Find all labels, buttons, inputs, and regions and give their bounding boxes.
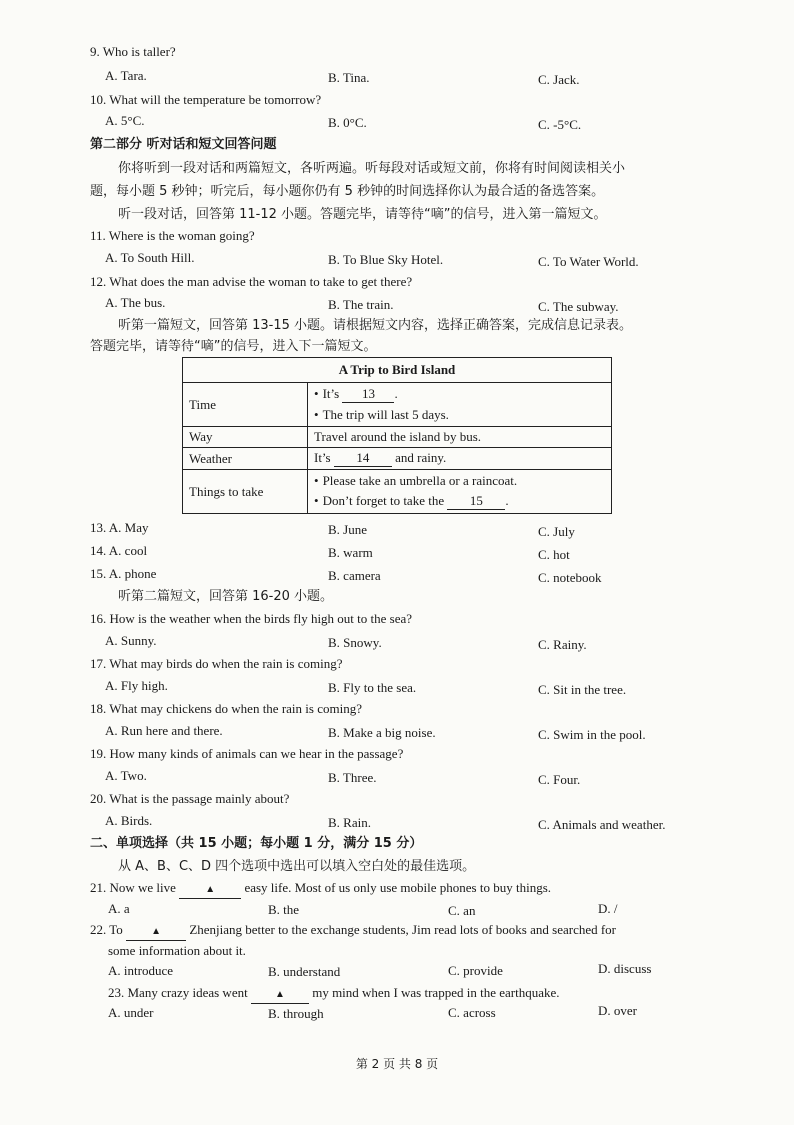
weather-text-b: and rainy. [395,450,447,465]
blank-14: 14 [334,450,392,467]
q9-option-b: B. Tina. [328,70,370,85]
q12-option-a: A. The bus. [105,295,166,310]
table-title: A Trip to Bird Island [183,358,612,383]
triangle-marker-icon: ▲ [275,989,285,1000]
question-11-stem: 11. Where is the woman going? [90,228,255,243]
way-value: Travel around the island by bus. [308,427,612,448]
section2-heading: 二、单项选择（共 15 小题；每小题 1 分，满分 15 分） [90,836,423,851]
triangle-marker-icon: ▲ [151,926,162,937]
weather-text-a: It’s [314,450,331,465]
info-record-table [182,357,612,514]
q22-option-a: A. introduce [108,963,173,978]
q22-blank [126,922,186,941]
q21-option-c: C. an [448,903,476,918]
things-line2: • Don’t forget to take the 15 . [314,493,509,508]
way-label: Way [183,427,308,448]
q19-option-c: C. Four. [538,772,581,787]
time-label: Time [183,383,308,427]
q10-option-a: A. 5°C. [105,113,145,128]
question-19-stem: 19. How many kinds of animals can we hear in the passage? [90,746,404,761]
things-text: Don’t forget to take the [322,493,445,508]
q14-option-b: B. warm [328,545,373,560]
question-22-stem-line2: some information about it. [108,943,246,958]
q15-option-b: B. camera [328,568,381,583]
q16-option-a: A. Sunny. [105,633,157,648]
q20-option-b: B. Rain. [328,815,371,830]
things-line1: • Please take an umbrella or a raincoat. [314,473,517,488]
q22-option-b: B. understand [268,964,341,979]
question-22-stem [90,922,616,941]
q11-option-a: A. To South Hill. [105,250,195,265]
q20-option-c: C. Animals and weather. [538,817,666,832]
q12-option-b: B. The train. [328,297,394,312]
q23-pre: 23. Many crazy ideas went [108,985,248,1000]
q21-post: easy life. Most of us only use mobile phones to buy things. [244,880,551,895]
question-16-stem: 16. How is the weather when the birds fly high out to the sea? [90,611,413,626]
blank-13: 13 [342,386,394,403]
question-17-stem: 17. What may birds do when the rain is coming? [90,656,343,671]
time-line2: • The trip will last 5 days. [314,407,449,422]
q18-option-a: A. Run here and there. [105,723,223,738]
q13-option-b: B. June [328,522,367,537]
q9-option-a: A. Tara. [105,68,147,83]
part2-instr-line2: 题，每小题 5 秒钟；听完后，每小题你仍有 5 秒钟的时间选择你认为最合适的备选答案。 [90,184,605,199]
question-18-stem: 18. What may chickens do when the rain is coming? [90,701,362,716]
q15-option-a: 15. A. phone [90,566,157,581]
q10-option-b: B. 0°C. [328,115,367,130]
q21-option-a: A. a [108,901,130,916]
question-20-stem: 20. What is the passage mainly about? [90,791,290,806]
q23-option-c: C. across [448,1005,496,1020]
triangle-marker-icon: ▲ [205,884,216,895]
time-line1: • It’s 13 . [314,386,398,401]
q21-option-b: B. the [268,902,300,917]
things-label: Things to take [183,470,308,514]
q13-option-c: C. July [538,524,575,539]
q20-option-a: A. Birds. [105,813,153,828]
q9-option-c: C. Jack. [538,72,580,87]
q22-post: Zhenjiang better to the exchange students, Jim read lots of books and searched for [189,922,617,937]
q23-option-a: A. under [108,1005,154,1020]
part2-heading: 第二部分 听对话和短文回答问题 [90,137,277,152]
q16-option-b: B. Snowy. [328,635,382,650]
q22-option-d: D. discuss [598,961,652,976]
q14-option-c: C. hot [538,547,570,562]
question-23-stem [108,985,560,1004]
weather-label: Weather [183,448,308,470]
q22-pre: 22. To [90,922,123,937]
q19-option-b: B. Three. [328,770,377,785]
section2-instr: 从 A、B、C、D 四个选项中选出可以填入空白处的最佳选项。 [118,859,476,874]
q17-option-a: A. Fly high. [105,678,168,693]
q21-option-d: D. / [598,901,618,916]
passage1-instr-line2: 答题完毕，请等待“嘀”的信号，进入下一篇短文。 [90,339,377,354]
q17-option-c: C. Sit in the tree. [538,682,627,697]
q23-blank [251,985,309,1004]
time-text: It’s [322,386,340,401]
question-10-stem: 10. What will the temperature be tomorrow? [90,92,322,107]
q11-option-c: C. To Water World. [538,254,639,269]
passage1-instr-line1: 听第一篇短文，回答第 13-15 小题。请根据短文内容，选择正确答案，完成信息记录表。 [118,318,633,333]
q10-option-c: C. -5°C. [538,117,582,132]
question-12-stem: 12. What does the man advise the woman to take to get there? [90,274,413,289]
q19-option-a: A. Two. [105,768,147,783]
q18-option-c: C. Swim in the pool. [538,727,646,742]
q11-option-b: B. To Blue Sky Hotel. [328,252,444,267]
page-number-footer: 第 2 页 共 8 页 [355,1057,439,1071]
q16-option-c: C. Rainy. [538,637,587,652]
question-21-stem [90,880,551,899]
question-9-stem: 9. Who is taller? [90,44,176,59]
part2-instr-line1: 你将听到一段对话和两篇短文，各听两遍。听每段对话或短文前，你将有时间阅读相关小 [118,161,626,176]
q13-option-a: 13. A. May [90,520,149,535]
q12-option-c: C. The subway. [538,299,619,314]
q23-post: my mind when I was trapped in the earthquake. [312,985,560,1000]
q15-option-c: C. notebook [538,570,602,585]
blank-15: 15 [447,493,505,510]
q14-option-a: 14. A. cool [90,543,148,558]
q23-option-b: B. through [268,1006,324,1021]
q21-blank [179,880,241,899]
passage2-instr: 听第二篇短文，回答第 16-20 小题。 [118,589,334,604]
q21-pre: 21. Now we live [90,880,176,895]
q18-option-b: B. Make a big noise. [328,725,436,740]
q22-option-c: C. provide [448,963,503,978]
q17-option-b: B. Fly to the sea. [328,680,417,695]
q23-option-d: D. over [598,1003,637,1018]
part2-instr-line3: 听一段对话，回答第 11-12 小题。答题完毕，请等待“嘀”的信号，进入第一篇短文。 [118,207,607,222]
